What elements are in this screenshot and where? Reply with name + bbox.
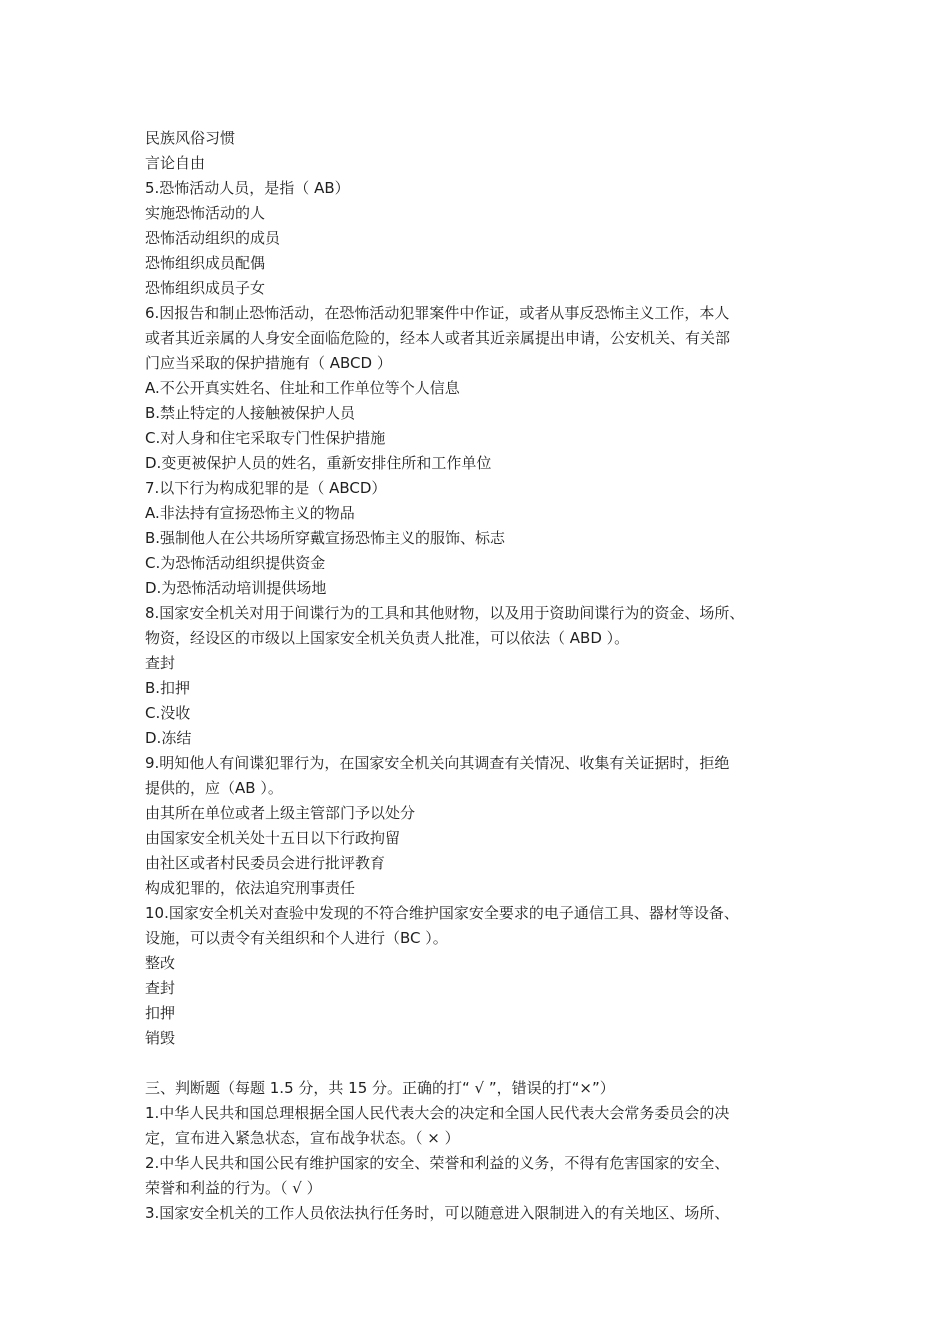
option-line: B.扣押	[145, 679, 191, 697]
judgment-2-cont: 荣誉和利益的行为。（ √ ）	[145, 1179, 322, 1197]
option-line: C.没收	[145, 704, 191, 722]
option-line: A.非法持有宣扬恐怖主义的物品	[145, 504, 355, 522]
option-line: 恐怖组织成员子女	[145, 279, 266, 297]
judgment-3: 3.国家安全机关的工作人员依法执行任务时，可以随意进入限制进入的有关地区、场所、	[145, 1204, 730, 1222]
text-line: 言论自由	[145, 154, 206, 172]
option-line: 由其所在单位或者上级主管部门予以处分	[145, 804, 416, 822]
option-line: C.为恐怖活动组织提供资金	[145, 554, 326, 572]
option-line: C.对人身和住宅采取专门性保护措施	[145, 429, 386, 447]
option-line: 由国家安全机关处十五日以下行政拘留	[145, 829, 401, 847]
option-line: 由社区或者村民委员会进行批评教育	[145, 854, 386, 872]
question-7: 7.以下行为构成犯罪的是（ ABCD）	[145, 479, 387, 497]
option-line: B.强制他人在公共场所穿戴宣扬恐怖主义的服饰、标志	[145, 529, 506, 547]
option-line: 整改	[145, 954, 176, 972]
option-line: A.不公开真实姓名、住址和工作单位等个人信息	[145, 379, 460, 397]
judgment-1: 1.中华人民共和国总理根据全国人民代表大会的决定和全国人民代表大会常务委员会的决	[145, 1104, 730, 1122]
question-6: 6.因报告和制止恐怖活动，在恐怖活动犯罪案件中作证，或者从事反恐怖主义工作，本人	[145, 304, 730, 322]
text-line: 民族风俗习惯	[145, 129, 236, 147]
option-line: 实施恐怖活动的人	[145, 204, 266, 222]
question-8-cont: 物资，经设区的市级以上国家安全机关负责人批准，可以依法（ ABD ）。	[145, 629, 630, 647]
option-line: 查封	[145, 979, 176, 997]
option-line: D.为恐怖活动培训提供场地	[145, 579, 327, 597]
judgment-1-cont: 定，宣布进入紧急状态，宣布战争状态。（ × ）	[145, 1129, 460, 1147]
option-line: 恐怖活动组织的成员	[145, 229, 281, 247]
document-body	[145, 126, 825, 1226]
question-9-cont: 提供的，应（AB ）。	[145, 779, 283, 797]
question-9: 9.明知他人有间谍犯罪行为，在国家安全机关向其调查有关情况、收集有关证据时，拒绝	[145, 754, 730, 772]
option-line: 构成犯罪的，依法追究刑事责任	[145, 879, 356, 897]
question-10-cont: 设施，可以责令有关组织和个人进行（BC ）。	[145, 929, 448, 947]
judgment-2: 2.中华人民共和国公民有维护国家的安全、荣誉和利益的义务，不得有危害国家的安全、	[145, 1154, 730, 1172]
option-line: 恐怖组织成员配偶	[145, 254, 266, 272]
option-line: 销毁	[145, 1029, 176, 1047]
option-line: 查封	[145, 654, 176, 672]
option-line: D.变更被保护人员的姓名，重新安排住所和工作单位	[145, 454, 492, 472]
question-5: 5.恐怖活动人员，是指（ AB）	[145, 179, 350, 197]
blank-line	[145, 1051, 825, 1076]
question-10: 10.国家安全机关对查验中发现的不符合维护国家安全要求的电子通信工具、器材等设备、	[145, 904, 739, 922]
option-line: 扣押	[145, 1004, 176, 1022]
question-8: 8.国家安全机关对用于间谍行为的工具和其他财物，以及用于资助间谍行为的资金、场所、	[145, 604, 745, 622]
section-heading: 三、判断题（每题 1.5 分，共 15 分。正确的打“ √ ”，错误的打“×”）	[145, 1079, 615, 1097]
option-line: D.冻结	[145, 729, 192, 747]
question-6-cont: 门应当采取的保护措施有（ ABCD ）	[145, 354, 392, 372]
option-line: B.禁止特定的人接触被保护人员	[145, 404, 356, 422]
question-6-cont: 或者其近亲属的人身安全面临危险的，经本人或者其近亲属提出申请，公安机关、有关部	[145, 329, 731, 347]
